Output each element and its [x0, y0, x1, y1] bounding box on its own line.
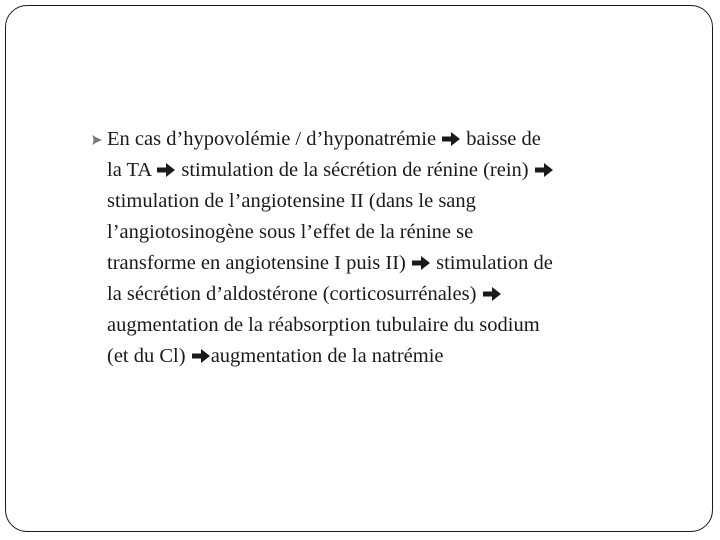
text-line: [86, 155, 686, 186]
text-fragment: stimulation de l’angiotensine II (dans le sang: [107, 190, 476, 212]
text-fragment: la sécrétion d’aldostérone (corticosurrénales): [107, 283, 482, 305]
text-line: [86, 310, 686, 341]
text-fragment: transforme en angiotensine I puis II): [107, 252, 411, 274]
bullet-icon: [90, 133, 104, 147]
text-fragment: baisse de: [461, 128, 541, 150]
text-fragment: (et du Cl): [107, 345, 191, 367]
text-line: [86, 217, 686, 248]
right-arrow-icon: [156, 162, 176, 178]
right-arrow-icon: [482, 286, 502, 302]
text-line: [86, 186, 686, 217]
slide-content: [86, 124, 686, 372]
right-arrow-icon: [534, 162, 554, 178]
text-fragment: stimulation de la sécrétion de rénine (rein): [176, 159, 534, 181]
right-arrow-icon: [411, 255, 431, 271]
text-line: [86, 341, 686, 372]
text-line: [86, 248, 686, 279]
right-arrow-icon: [191, 348, 211, 364]
text-fragment: En cas d’hypovolémie / d’hyponatrémie: [107, 128, 442, 150]
text-fragment: augmentation de la réabsorption tubulaire du sodium: [107, 314, 540, 336]
text-fragment: la TA: [107, 159, 157, 181]
text-fragment: augmentation de la natrémie: [210, 345, 444, 367]
text-fragment: l’angiotosinogène sous l’effet de la rénine se: [107, 221, 474, 243]
right-arrow-icon: [441, 131, 461, 147]
text-line: [86, 124, 686, 155]
text-line: [86, 279, 686, 310]
bullet-paragraph: [86, 124, 686, 372]
slide-frame: [5, 5, 713, 532]
text-fragment: stimulation de: [431, 252, 553, 274]
